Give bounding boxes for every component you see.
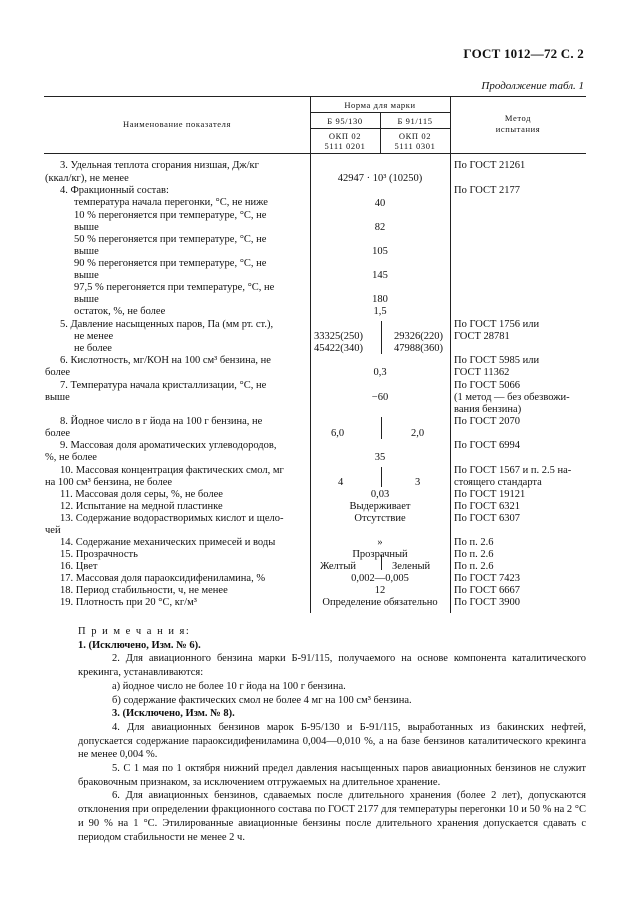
row-5-name-min: не менее [74, 331, 114, 342]
row-10-value1: 4 [338, 477, 344, 488]
row-10-method: По ГОСТ 1567 и п. 2.5 на- [454, 465, 572, 476]
row-3-method: По ГОСТ 21261 [454, 160, 526, 171]
row-16-name: 16. Цвет [60, 561, 98, 572]
row-4c-name-cont: выше [74, 246, 99, 257]
notes-title: П р и м е ч а н и я: [78, 626, 191, 637]
row-19-method: По ГОСТ 3900 [454, 597, 521, 608]
row-5-method-cont: ГОСТ 28781 [454, 331, 510, 342]
row-6-name: 6. Кислотность, мг/КОН на 100 см³ бензина, не [60, 355, 271, 366]
notes-section [78, 625, 586, 844]
row-9-value: 35 [374, 452, 386, 463]
row-4a-name: температура начала перегонки, °С, не ниже [74, 197, 268, 208]
note-5: 5. С 1 мая по 1 октября нижний предел давления насыщенных паров авиационных бензинов не служит браковочным признаком, за исключением отгружаемых на длительное хранение. [78, 763, 586, 788]
row-8-value1: 6,0 [331, 428, 345, 439]
row-16-value2: Зеленый [392, 561, 431, 572]
row-5-name: 5. Давление насыщенных паров, Па (мм рт. ст.), [60, 319, 274, 330]
row-17-value: 0,002—0,005 [351, 573, 409, 584]
row-18-value: 12 [374, 585, 386, 596]
document-header: ГОСТ 1012—72 С. 2 [463, 46, 584, 61]
row-6-method: По ГОСТ 5985 или [454, 355, 540, 366]
row-13-method: По ГОСТ 6307 [454, 513, 521, 524]
row-10-value2: 3 [415, 477, 421, 488]
row-18-method: По ГОСТ 6667 [454, 585, 521, 596]
row-15-name: 15. Прозрачность [60, 549, 138, 560]
row-8-value2: 2,0 [411, 428, 425, 439]
row-13-name-cont: чей [45, 525, 61, 536]
row-3-name-cont: (ккал/кг), не менее [45, 173, 129, 184]
column-header-norm: Норма для марки [344, 100, 416, 110]
column-header-brand2: Б 91/115 [397, 116, 433, 126]
row-6-value: 0,3 [373, 367, 387, 378]
column-header-method: Метод [504, 113, 532, 123]
row-7-value: −60 [371, 392, 389, 403]
row-17-name: 17. Массовая доля параоксидифениламина, % [60, 573, 266, 584]
row-11-method: По ГОСТ 19121 [454, 489, 526, 500]
row-4b-value: 82 [374, 222, 386, 233]
row-4d-name: 90 % перегоняется при температуре, °С, не [74, 258, 267, 269]
row-13-name: 13. Содержание водорастворимых кислот и щело- [60, 513, 284, 524]
okp-code-1-number: 5111 0201 [324, 141, 366, 151]
row-8-name: 8. Йодное число в г йода на 100 г бензина, не [60, 416, 263, 427]
row-4b-name: 10 % перегоняется при температуре, °С, не [74, 210, 267, 221]
row-6-name-cont: более [45, 367, 71, 378]
row-15-method: По п. 2.6 [454, 549, 494, 560]
note-1: 1. (Исключено, Изм. № 6). [78, 639, 201, 651]
row-4e-name-cont: выше [74, 294, 99, 305]
row-9-method: По ГОСТ 6994 [454, 440, 521, 451]
row-3-name: 3. Удельная теплота сгорания низшая, Дж/кг [60, 160, 259, 171]
row-4d-value: 145 [372, 270, 388, 281]
row-4e-value: 180 [372, 294, 388, 305]
okp-code-1: ОКП 02 [328, 131, 362, 141]
row-7-name-cont: выше [45, 392, 70, 403]
row-9-name: 9. Массовая доля ароматических углеводородов, [60, 440, 277, 451]
row-4c-name: 50 % перегоняется при температуре, °С, не [74, 234, 267, 245]
row-5-name-max: не более [74, 343, 112, 354]
table-continuation-label: Продолжение табл. 1 [481, 80, 584, 92]
note-2a: а) йодное число не более 10 г йода на 100 г бензина. [112, 680, 346, 692]
row-4d-name-cont: выше [74, 270, 99, 281]
row-8-method: По ГОСТ 2070 [454, 416, 521, 427]
row-11-name: 11. Массовая доля серы, %, не более [60, 489, 223, 500]
row-4a-value: 40 [374, 198, 386, 209]
row-16-method: По п. 2.6 [454, 561, 494, 572]
row-5-method: По ГОСТ 1756 или [454, 319, 540, 330]
row-12-method: По ГОСТ 6321 [454, 501, 521, 512]
row-3-value: 42947 · 10³ (10250) [337, 173, 423, 184]
row-10-name-cont: на 100 см³ бензина, не более [45, 477, 173, 488]
row-5-value2-min: 29326(220) [394, 331, 443, 342]
row-5-value1-max: 45422(340) [314, 343, 363, 354]
row-4-method: По ГОСТ 2177 [454, 185, 521, 196]
row-5-value2-max: 47988(360) [394, 343, 443, 354]
column-header-indicator: Наименование показателя [122, 119, 231, 129]
okp-code-2: ОКП 02 [398, 131, 432, 141]
row-6-method-cont: ГОСТ 11362 [454, 367, 510, 378]
row-14-name: 14. Содержание механических примесей и воды [60, 537, 276, 548]
row-19-name: 19. Плотность при 20 °С, кг/м³ [60, 597, 197, 608]
column-header-brand1: Б 95/130 [327, 116, 363, 126]
row-16-value1: Желтый [320, 561, 357, 572]
row-13-value: Отсутствие [354, 513, 406, 524]
okp-code-2-number: 5111 0301 [394, 141, 436, 151]
row-4e-name: 97,5 % перегоняется при температуре, °С, не [74, 282, 275, 293]
row-8-name-cont: более [45, 428, 71, 439]
row-4-name: 4. Фракционный состав: [60, 185, 169, 196]
row-19-value: Определение обязательно [322, 597, 438, 608]
row-10-method-cont: стоящего стандарта [454, 477, 542, 488]
row-4f-name: остаток, %, не более [74, 306, 166, 317]
row-12-value: Выдерживает [349, 501, 411, 512]
row-9-name-cont: %, не более [45, 452, 97, 463]
row-7-name: 7. Температура начала кристаллизации, °С, не [60, 380, 267, 391]
row-4b-name-cont: выше [74, 222, 99, 233]
row-15-value: Прозрачный [352, 549, 408, 560]
row-11-value: 0,03 [370, 489, 390, 500]
row-14-method: По п. 2.6 [454, 537, 494, 548]
row-12-name: 12. Испытание на медной пластинке [60, 501, 223, 512]
note-4: 4. Для авиационных бензинов марок Б-95/130 и Б-91/115, выработанных из бакинских нефтей, допускается содержание параоксидифениламина 0,004—0,010 %, а на базе бензинов каталитического крекинга не менее 0,004 %. [78, 721, 586, 761]
column-header-method-2: испытания [495, 124, 541, 134]
row-7-method-cont: (1 метод — без обезвожи- [454, 392, 570, 403]
row-7-method-cont2: вания бензина) [454, 404, 522, 415]
row-18-name: 18. Период стабильности, ч, не менее [60, 585, 228, 596]
row-10-name: 10. Массовая концентрация фактических смол, мг [60, 465, 284, 476]
note-3: 3. (Исключено, Изм. № 8). [112, 708, 235, 720]
row-17-method: По ГОСТ 7423 [454, 573, 521, 584]
row-4f-value: 1,5 [373, 306, 387, 317]
row-14-value: » [377, 537, 383, 548]
note-2b: б) содержание фактических смол не более 4 мг на 100 см³ бензина. [112, 694, 412, 706]
row-5-value1-min: 33325(250) [314, 331, 363, 342]
note-6: 6. Для авиационных бензинов, сдаваемых после длительного хранения (более 2 лет), допускаются отклонения при определении фракционного состава по ГОСТ 2177 для температуры перегонки 10 и 50 % на 2 °С и 90 % на 1 °С. Этилированные авиационные бензины после длительного хранения допускается сдавать с периодом стабильности не менее 2 ч. [78, 790, 586, 843]
note-2: 2. Для авиационного бензина марки Б-91/115, получаемого на основе компонента каталитического крекинга, устанавливаются: [78, 653, 586, 679]
row-4c-value: 105 [372, 246, 388, 257]
row-7-method: По ГОСТ 5066 [454, 380, 521, 391]
